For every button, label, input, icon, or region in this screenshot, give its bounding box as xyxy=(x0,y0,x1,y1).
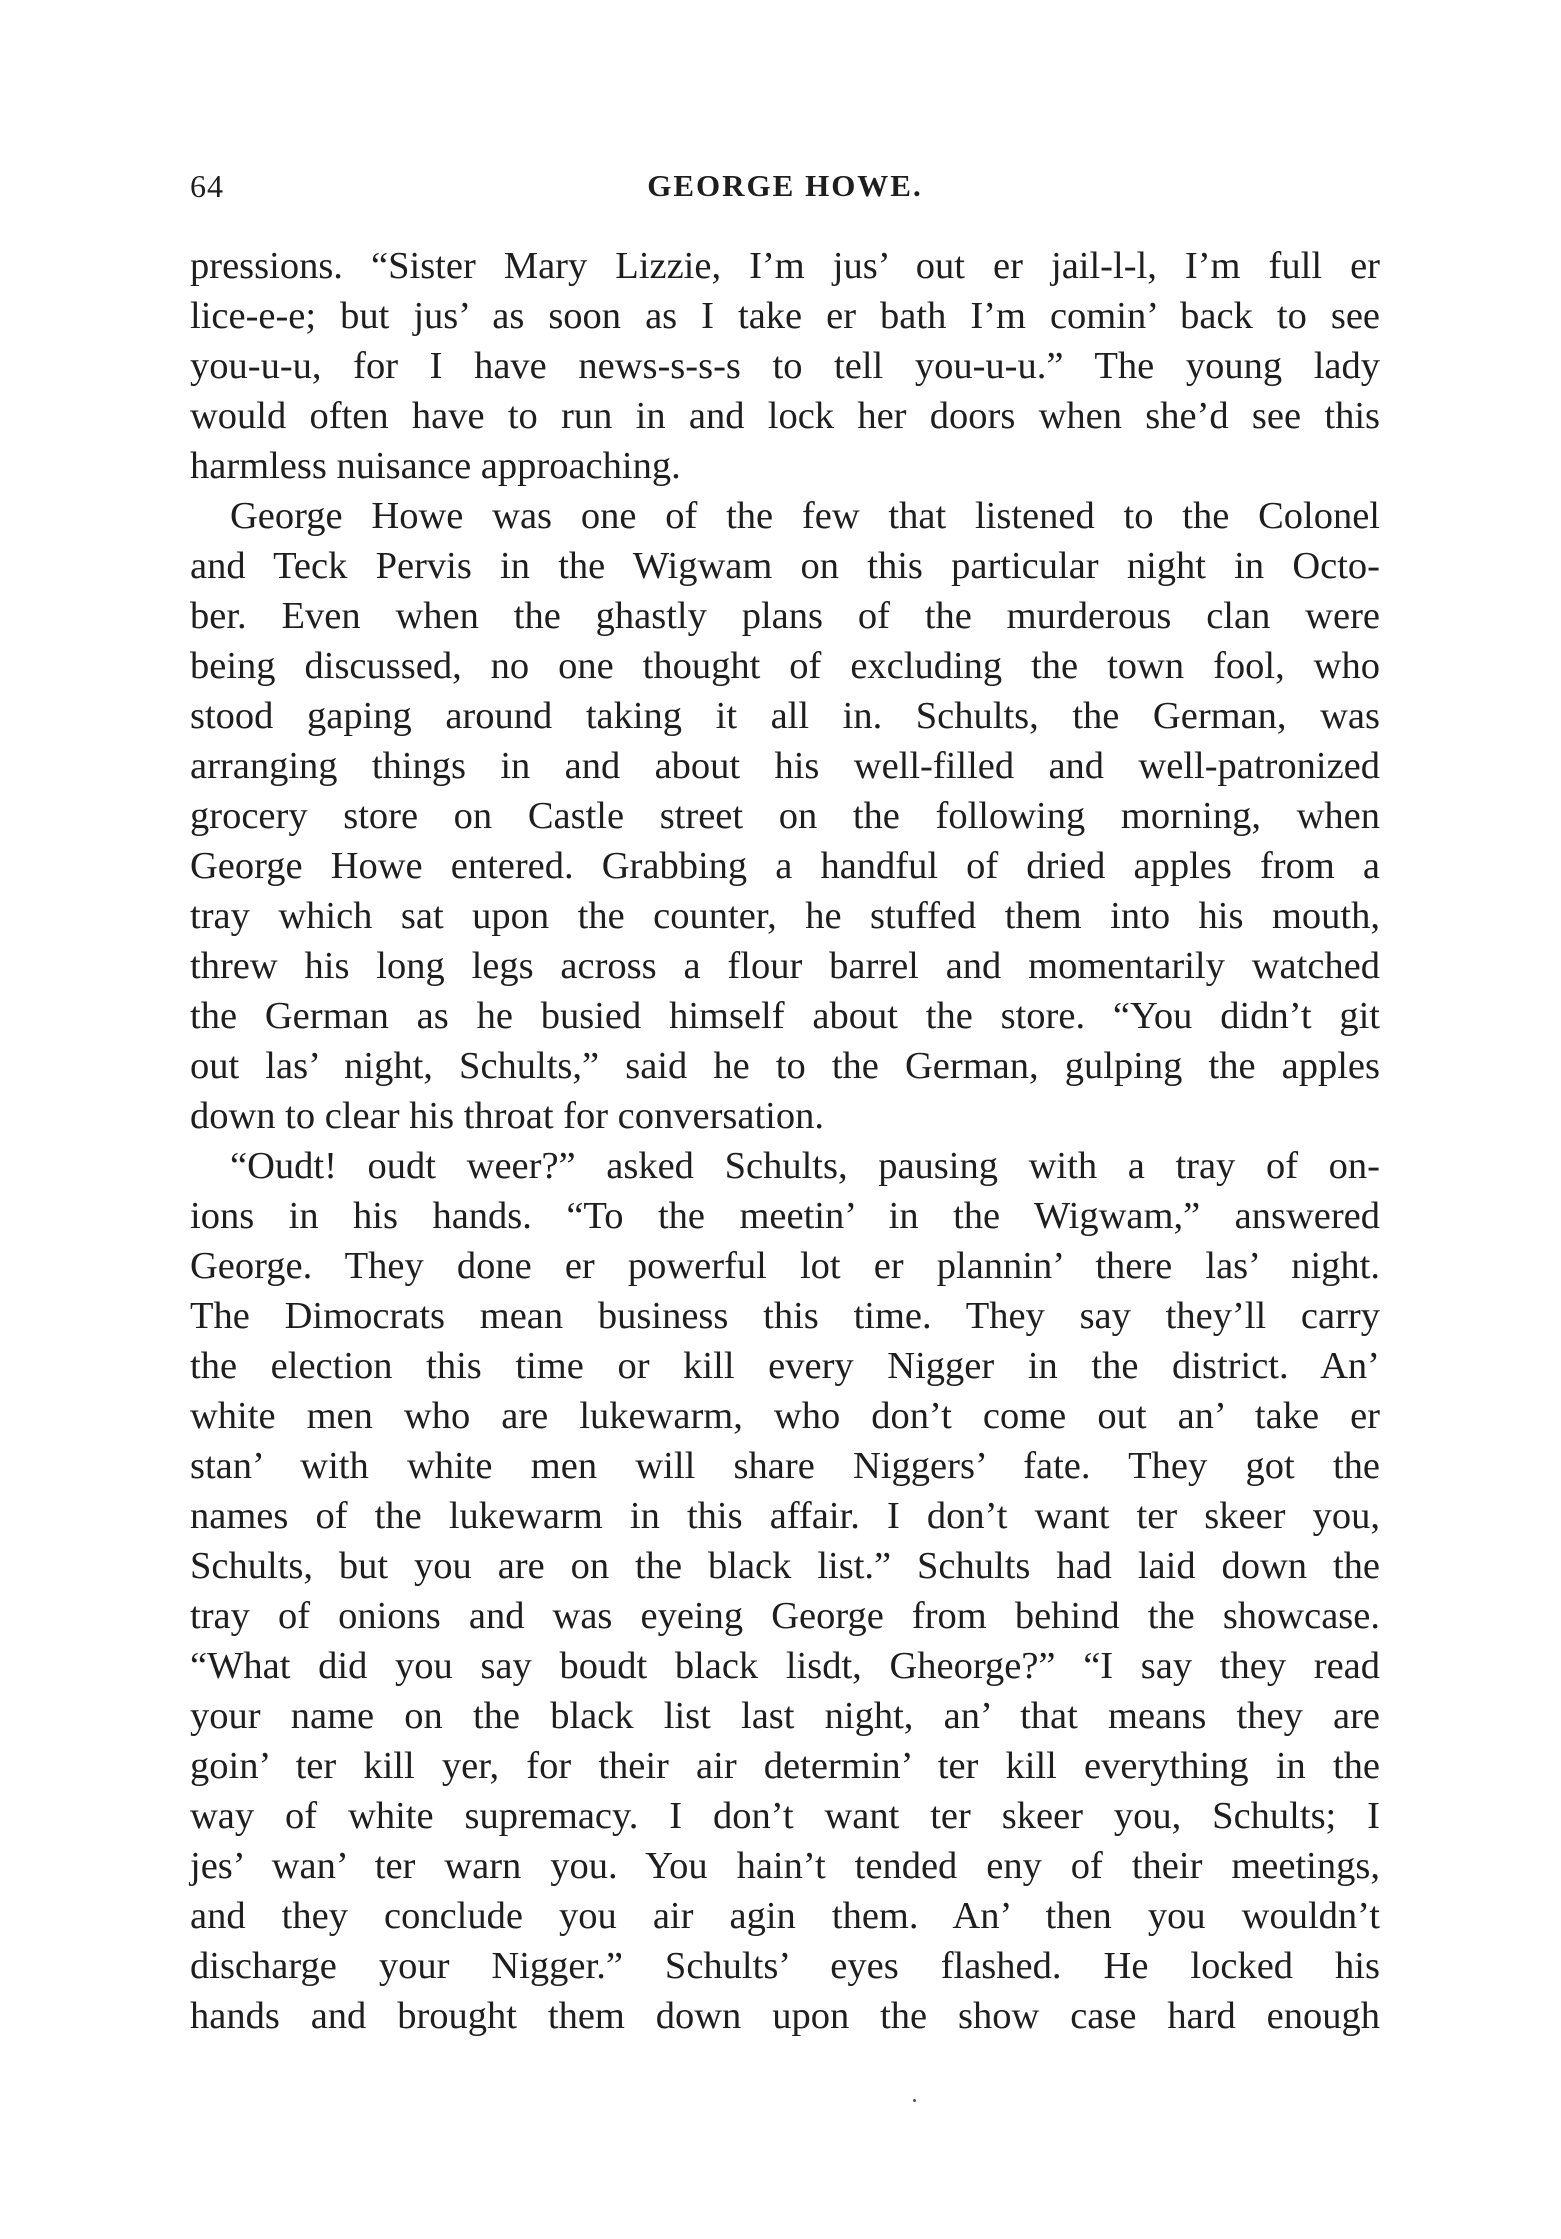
text-line: out las’ night, Schults,” said he to the German, gulping the apples xyxy=(190,1045,1380,1087)
text-line: grocery store on Castle street on the following morning, when xyxy=(190,795,1380,837)
text-line: jes’ wan’ ter warn you. You hain’t tended eny of their meetings, xyxy=(190,1845,1380,1887)
running-head xyxy=(190,168,1380,208)
text-line: names of the lukewarm in this affair. I don’t want ter skeer you, xyxy=(190,1495,1380,1537)
text-line: George. They done er powerful lot er plannin’ there las’ night. xyxy=(190,1245,1380,1287)
text-line: George Howe entered. Grabbing a handful of dried apples from a xyxy=(190,845,1380,887)
text-line: The Dimocrats mean business this time. They say they’ll carry xyxy=(190,1295,1380,1337)
text-line: hands and brought them down upon the show case hard enough xyxy=(190,1995,1380,2037)
text-line: goin’ ter kill yer, for their air determin’ ter kill everything in the xyxy=(190,1745,1380,1787)
text-line: the election this time or kill every Nigger in the district. An’ xyxy=(190,1345,1380,1387)
text-line: you-u-u, for I have news-s-s-s to tell you-u-u.” The young lady xyxy=(190,345,1380,387)
text-line: and they conclude you air agin them. An’ then you wouldn’t xyxy=(190,1895,1380,1937)
text-line: white men who are lukewarm, who don’t come out an’ take er xyxy=(190,1395,1380,1437)
text-line: down to clear his throat for conversation. xyxy=(190,1095,824,1137)
text-line: and Teck Pervis in the Wigwam on this particular night in Octo- xyxy=(190,545,1380,587)
text-line: “What did you say boudt black lisdt, Gheorge?” “I say they read xyxy=(190,1645,1380,1687)
text-line: threw his long legs across a flour barrel and momentarily watched xyxy=(190,945,1380,987)
paragraph-start-line: George Howe was one of the few that listened to the Colonel xyxy=(230,495,1380,537)
text-line: ber. Even when the ghastly plans of the murderous clan were xyxy=(190,595,1380,637)
text-line: stan’ with white men will share Niggers’ fate. They got the xyxy=(190,1445,1380,1487)
text-line: lice-e-e; but jus’ as soon as I take er bath I’m comin’ back to see xyxy=(190,295,1380,337)
text-line: would often have to run in and lock her doors when she’d see this xyxy=(190,395,1380,437)
paragraph-start-line: “Oudt! oudt weer?” asked Schults, pausing with a tray of on- xyxy=(230,1145,1380,1187)
text-line: stood gaping around taking it all in. Schults, the German, was xyxy=(190,695,1380,737)
text-line: arranging things in and about his well-filled and well-patronized xyxy=(190,745,1380,787)
text-line: being discussed, no one thought of excluding the town fool, who xyxy=(190,645,1380,687)
text-line: way of white supremacy. I don’t want ter skeer you, Schults; I xyxy=(190,1795,1380,1837)
page-number: 64 xyxy=(190,168,224,204)
text-line: the German as he busied himself about the store. “You didn’t git xyxy=(190,995,1380,1037)
text-line: pressions. “Sister Mary Lizzie, I’m jus’ out er jail-l-l, I’m full er xyxy=(190,245,1380,287)
body-text xyxy=(190,241,1380,2041)
text-line: harmless nuisance approaching. xyxy=(190,445,681,487)
text-line: ions in his hands. “To the meetin’ in the Wigwam,” answered xyxy=(190,1195,1380,1237)
text-line: your name on the black list last night, an’ that means they are xyxy=(190,1695,1380,1737)
text-line: discharge your Nigger.” Schults’ eyes flashed. He locked his xyxy=(190,1945,1380,1987)
text-line: tray of onions and was eyeing George from behind the showcase. xyxy=(190,1595,1380,1637)
text-line: tray which sat upon the counter, he stuffed them into his mouth, xyxy=(190,895,1380,937)
text-line: Schults, but you are on the black list.” Schults had laid down the xyxy=(190,1545,1380,1587)
print-speck xyxy=(913,2099,916,2102)
running-title: GEORGE HOWE. xyxy=(647,168,923,203)
